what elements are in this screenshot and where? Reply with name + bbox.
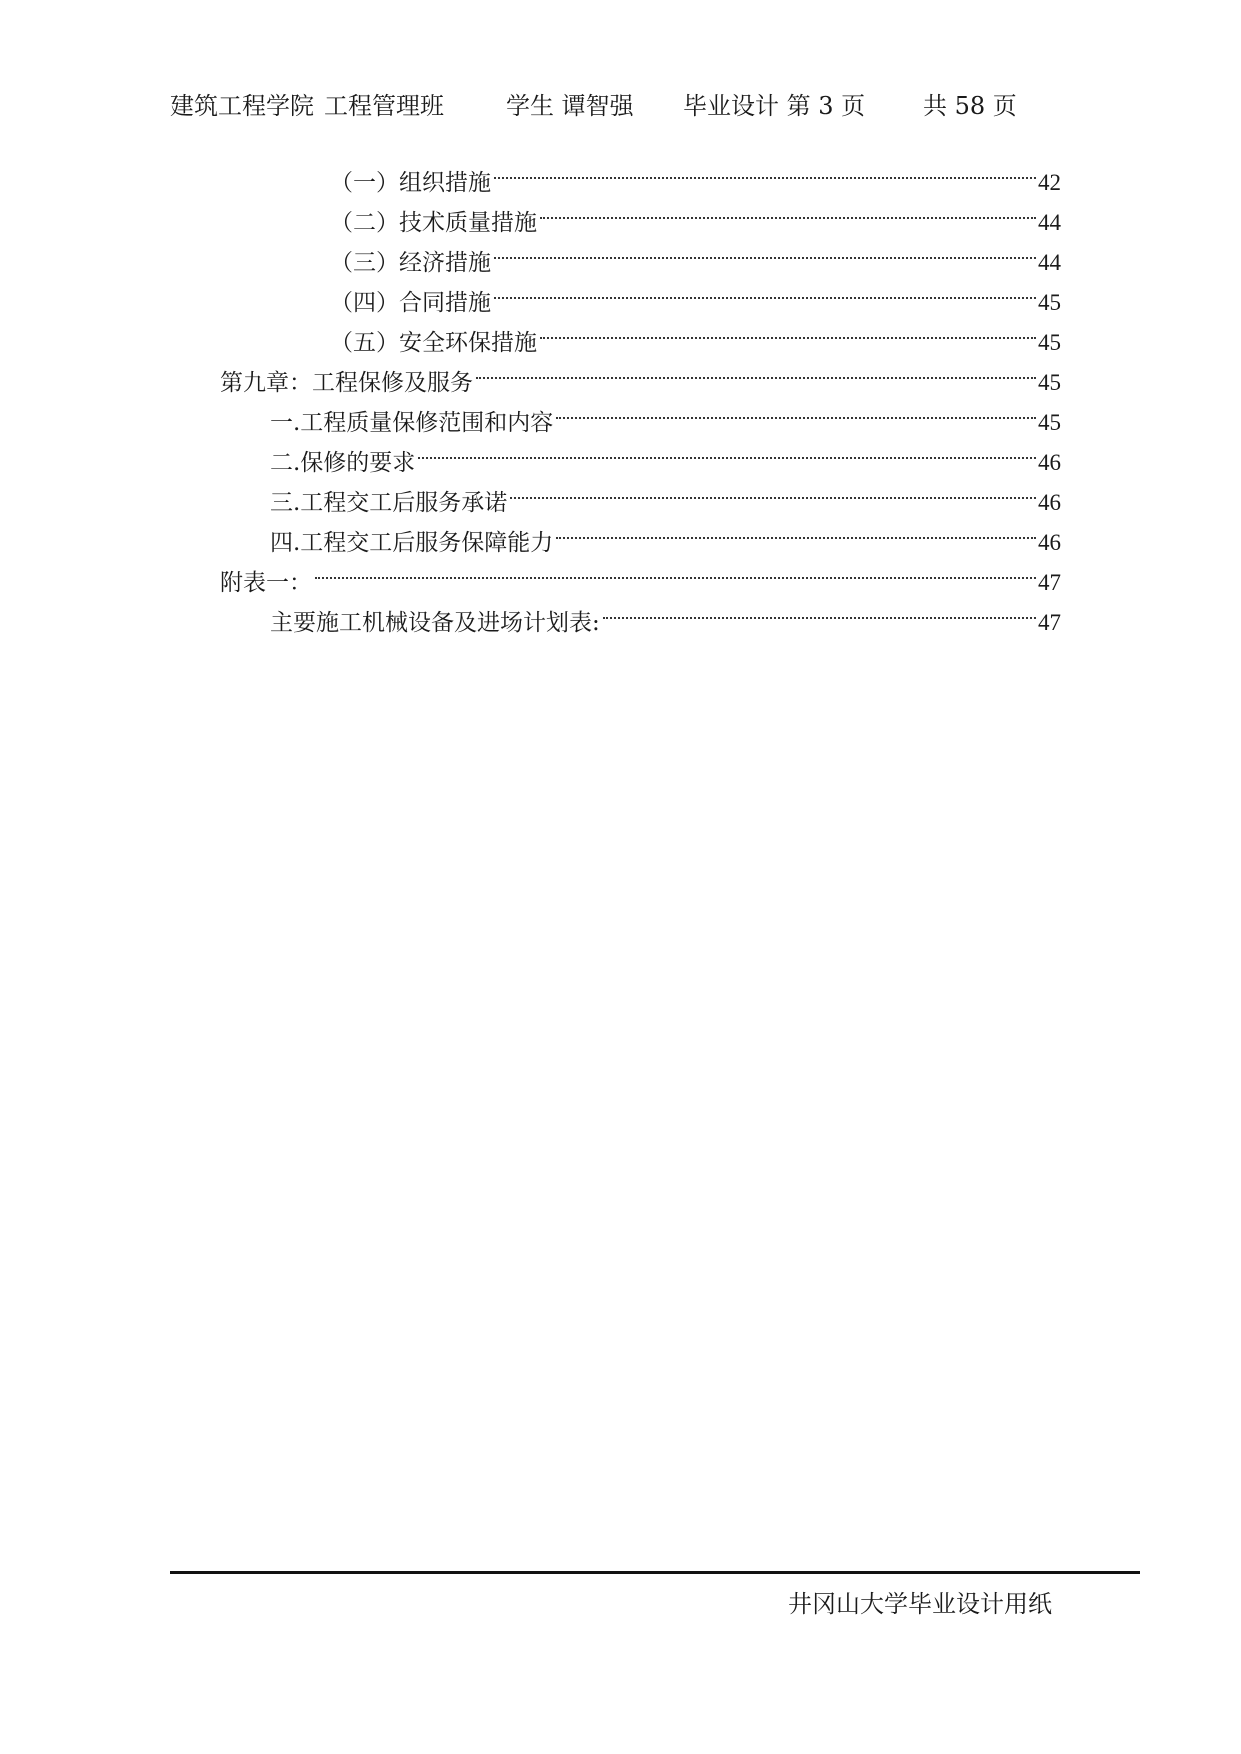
- toc-entry[interactable]: [270, 590, 1061, 636]
- toc-entry-page: 44: [1038, 250, 1061, 275]
- header-student: 学生 谭智强: [506, 92, 634, 120]
- toc-entry[interactable]: [330, 310, 1061, 356]
- toc-leader-dots: [476, 350, 1036, 390]
- toc-entry[interactable]: [220, 350, 1061, 396]
- toc-leader-dots: [603, 590, 1036, 630]
- toc-entry-page: 45: [1038, 370, 1061, 395]
- toc-leader-dots: [315, 550, 1036, 590]
- toc-leader-dots: [494, 150, 1036, 190]
- toc-entry-title: 第九章：工程保修及服务: [220, 370, 473, 396]
- toc-entry-title: 二.保修的要求: [270, 450, 416, 476]
- toc-entry-title: 四.工程交工后服务保障能力: [270, 530, 554, 556]
- toc-entry[interactable]: [270, 510, 1061, 556]
- toc-entry-page: 45: [1038, 330, 1061, 355]
- toc-entry-page: 47: [1038, 570, 1061, 595]
- toc-entry-title: （三）经济措施: [330, 250, 491, 276]
- toc-entry-page: 45: [1038, 410, 1061, 435]
- toc-entry[interactable]: [330, 230, 1061, 276]
- toc-entry-page: 47: [1038, 610, 1061, 635]
- toc-entry-title: （二）技术质量措施: [330, 210, 537, 236]
- header-total-pages: 共 58 页: [923, 92, 1017, 120]
- toc-entry-title: 一.工程质量保修范围和内容: [270, 410, 554, 436]
- toc-leader-dots: [494, 270, 1036, 310]
- toc-entry-page: 44: [1038, 210, 1061, 235]
- footer-label: 井冈山大学毕业设计用纸: [788, 1590, 1052, 1618]
- toc-entry[interactable]: [330, 150, 1061, 196]
- toc-entry[interactable]: [330, 270, 1061, 316]
- toc-leader-dots: [556, 390, 1036, 430]
- toc-entry-page: 42: [1038, 170, 1061, 195]
- toc-leader-dots: [418, 430, 1036, 470]
- toc-entry[interactable]: [330, 190, 1061, 236]
- toc-leader-dots: [540, 310, 1036, 350]
- toc-entry-title: （一）组织措施: [330, 170, 491, 196]
- toc-entry-title: 附表一：: [220, 570, 312, 596]
- toc-entry-page: 46: [1038, 490, 1061, 515]
- header-class: 工程管理班: [324, 92, 444, 120]
- footer-divider: [170, 1571, 1140, 1574]
- toc-entry[interactable]: [270, 430, 1061, 476]
- toc-entry-page: 46: [1038, 530, 1061, 555]
- toc-entry[interactable]: [270, 470, 1061, 516]
- toc-entry[interactable]: [270, 390, 1061, 436]
- toc-leader-dots: [510, 470, 1036, 510]
- toc-entry-page: 46: [1038, 450, 1061, 475]
- toc-leader-dots: [540, 190, 1036, 230]
- toc-entry[interactable]: [220, 550, 1061, 596]
- toc-leader-dots: [494, 230, 1036, 270]
- toc-entry-page: 45: [1038, 290, 1061, 315]
- toc-entry-title: （五）安全环保措施: [330, 330, 537, 356]
- toc-leader-dots: [556, 510, 1036, 550]
- header-design-page: 毕业设计 第 3 页: [683, 92, 866, 120]
- toc-entry-title: 三.工程交工后服务承诺: [270, 490, 508, 516]
- toc-entry-title: （四）合同措施: [330, 290, 491, 316]
- toc-entry-title: 主要施工机械设备及进场计划表:: [270, 610, 600, 636]
- header-school: 建筑工程学院: [170, 92, 314, 120]
